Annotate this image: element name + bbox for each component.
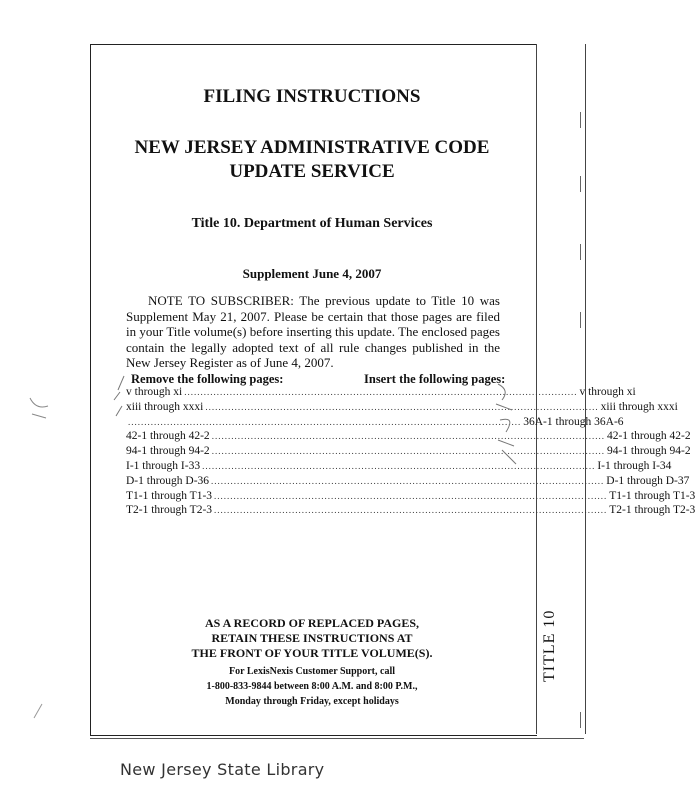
record-notice	[100, 616, 524, 661]
handwritten-mark	[492, 380, 532, 470]
remove-range: 42-1 through 42-2	[126, 430, 210, 443]
title-subtitle: Title 10. Department of Human Services	[191, 216, 433, 231]
remove-range: I-1 through I-33	[126, 459, 201, 472]
insert-range: 42-1 through 42-2	[606, 430, 691, 443]
subscriber-note: NOTE TO SUBSCRIBER: The previous update to Title 10 was Supplement May 21, 2007. Please be certain that those pages are filed in your Title volume(s) before inserting this update. The enclosed pages contain the legally adopted text of all rule changes published in the New Jersey Register as of June 4, 2007.	[126, 293, 500, 370]
insert-range: v through xi	[579, 386, 636, 398]
spine-tick	[580, 176, 581, 192]
table-row	[126, 474, 690, 489]
support-line-1: For LexisNexis Customer Support, call	[228, 666, 395, 677]
record-line-3: THE FRONT OF YOUR TITLE VOLUME(S).	[191, 646, 433, 660]
remove-range: v through xi	[126, 386, 183, 398]
document-title-line-1: NEW JERSEY ADMINISTRATIVE CODE	[134, 137, 490, 158]
dot-leader: .........................................................................................................................	[214, 490, 608, 501]
record-line-1: AS A RECORD OF REPLACED PAGES,	[204, 616, 420, 630]
insert-range: T1-1 through T1-3	[609, 489, 695, 502]
table-row	[126, 503, 695, 518]
handwritten-mark	[28, 392, 52, 422]
spine-tick	[580, 312, 581, 328]
table-row	[126, 429, 691, 444]
dot-leader: .........................................................................................................................	[211, 431, 605, 442]
record-line-2: RETAIN THESE INSTRUCTIONS AT	[211, 631, 413, 645]
support-line-2: 1-800-833-9844 between 8:00 A.M. and 8:00 P.M.,	[206, 681, 418, 692]
library-stamp: New Jersey State Library	[120, 760, 325, 779]
dot-leader: .........................................................................................................................	[205, 401, 599, 412]
remove-range: xiii through xxxi	[126, 400, 204, 413]
handwritten-mark	[30, 700, 48, 724]
page-table	[126, 385, 695, 518]
document-title	[100, 136, 524, 184]
remove-range: D-1 through D-36	[126, 474, 210, 487]
document-title-line-2: UPDATE SERVICE	[229, 161, 395, 182]
table-row	[126, 489, 695, 504]
remove-header: Remove the following pages:	[131, 372, 284, 386]
spine-tick	[580, 112, 581, 128]
bottom-rule	[90, 738, 584, 739]
remove-range: T2-1 through T2-3	[126, 504, 213, 517]
remove-range: T1-1 through T1-3	[126, 489, 213, 502]
table-row	[126, 385, 636, 400]
insert-range: xiii through xxxi	[600, 400, 678, 413]
dot-leader: .........................................................................................................................	[211, 475, 605, 486]
supplement-date: Supplement June 4, 2007	[242, 266, 382, 281]
remove-range: 94-1 through 94-2	[126, 445, 210, 458]
insert-range: 94-1 through 94-2	[606, 445, 691, 458]
insert-range: 36A-1 through 36A-6	[523, 415, 624, 428]
table-row	[126, 459, 672, 474]
page-title: FILING INSTRUCTIONS	[203, 86, 421, 107]
dot-leader: .........................................................................................................................	[211, 446, 605, 457]
support-contact	[100, 664, 524, 709]
spine-tick	[580, 712, 581, 728]
dot-leader: .........................................................................................................................	[214, 505, 608, 516]
spine-tick	[580, 244, 581, 260]
support-line-3: Monday through Friday, except holidays	[225, 696, 399, 707]
table-row	[126, 415, 624, 430]
dot-leader: .........................................................................................................................	[184, 387, 578, 397]
insert-range: D-1 through D-37	[606, 474, 690, 487]
insert-header: Insert the following pages:	[364, 372, 506, 386]
insert-range: T2-1 through T2-3	[609, 504, 695, 517]
table-row	[126, 400, 678, 415]
dot-leader: .........................................................................................................................	[202, 460, 596, 471]
insert-range: I-1 through I-34	[597, 459, 672, 472]
table-row	[126, 444, 691, 459]
dot-leader: .........................................................................................................................	[128, 416, 522, 427]
handwritten-mark	[110, 372, 140, 452]
spine-label: TITLE 10	[541, 609, 558, 682]
